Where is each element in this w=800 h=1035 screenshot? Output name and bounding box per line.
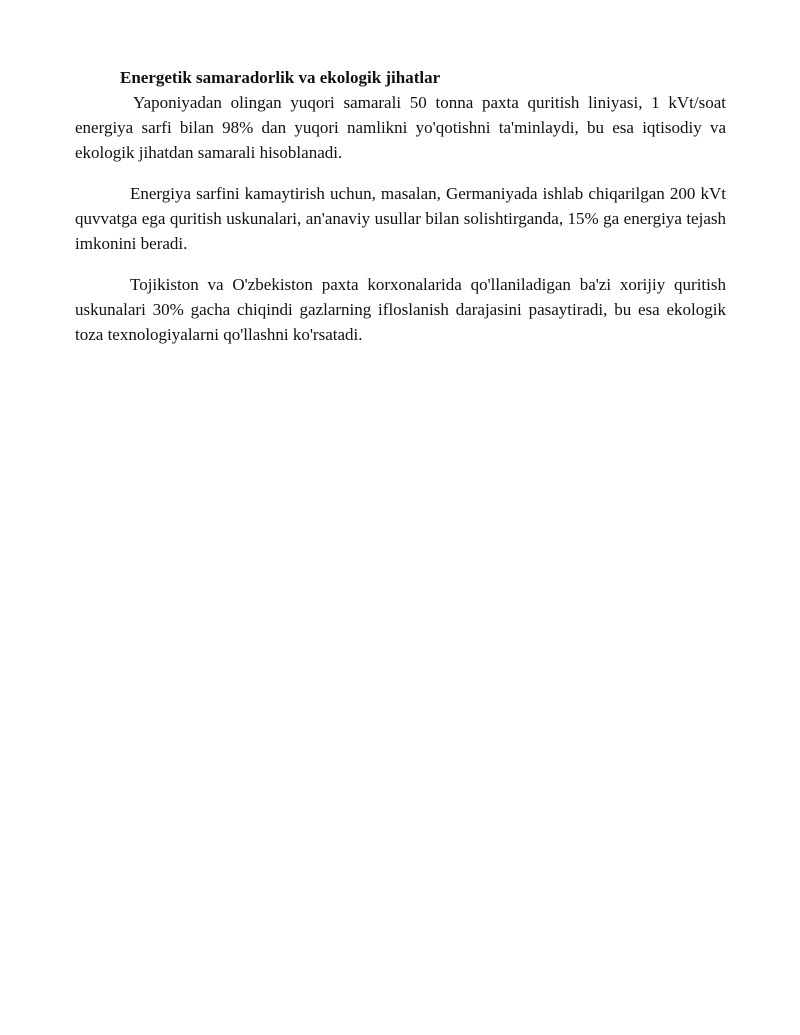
section-heading: Energetik samaradorlik va ekologik jihatlar [120, 68, 441, 87]
paragraph-1: Yaponiyadan olingan yuqori samarali 50 tonna paxta quritish liniyasi, 1 kVt/soat energiya sarfi bilan 98% dan yuqori namlikni yo'qotishni ta'minlaydi, bu esa iqtisodiy va ekologik jihatdan samarali hisoblanadi. [75, 93, 726, 162]
document-body [75, 66, 726, 363]
paragraph-3: Tojikiston va O'zbekiston paxta korxonalarida qo'llaniladigan ba'zi xorijiy quritish uskunalari 30% gacha chiqindi gazlarning ifloslanish darajasini pasaytiradi, bu esa ekologik toza texnologiyalarni qo'llashni ko'rsatadi. [75, 275, 726, 344]
paragraph-2: Energiya sarfini kamaytirish uchun, masalan, Germaniyada ishlab chiqarilgan 200 kVt quvvatga ega quritish uskunalari, an'anaviy usullar bilan solishtirganda, 15% ga energiya tejash imkonini beradi. [75, 184, 726, 253]
